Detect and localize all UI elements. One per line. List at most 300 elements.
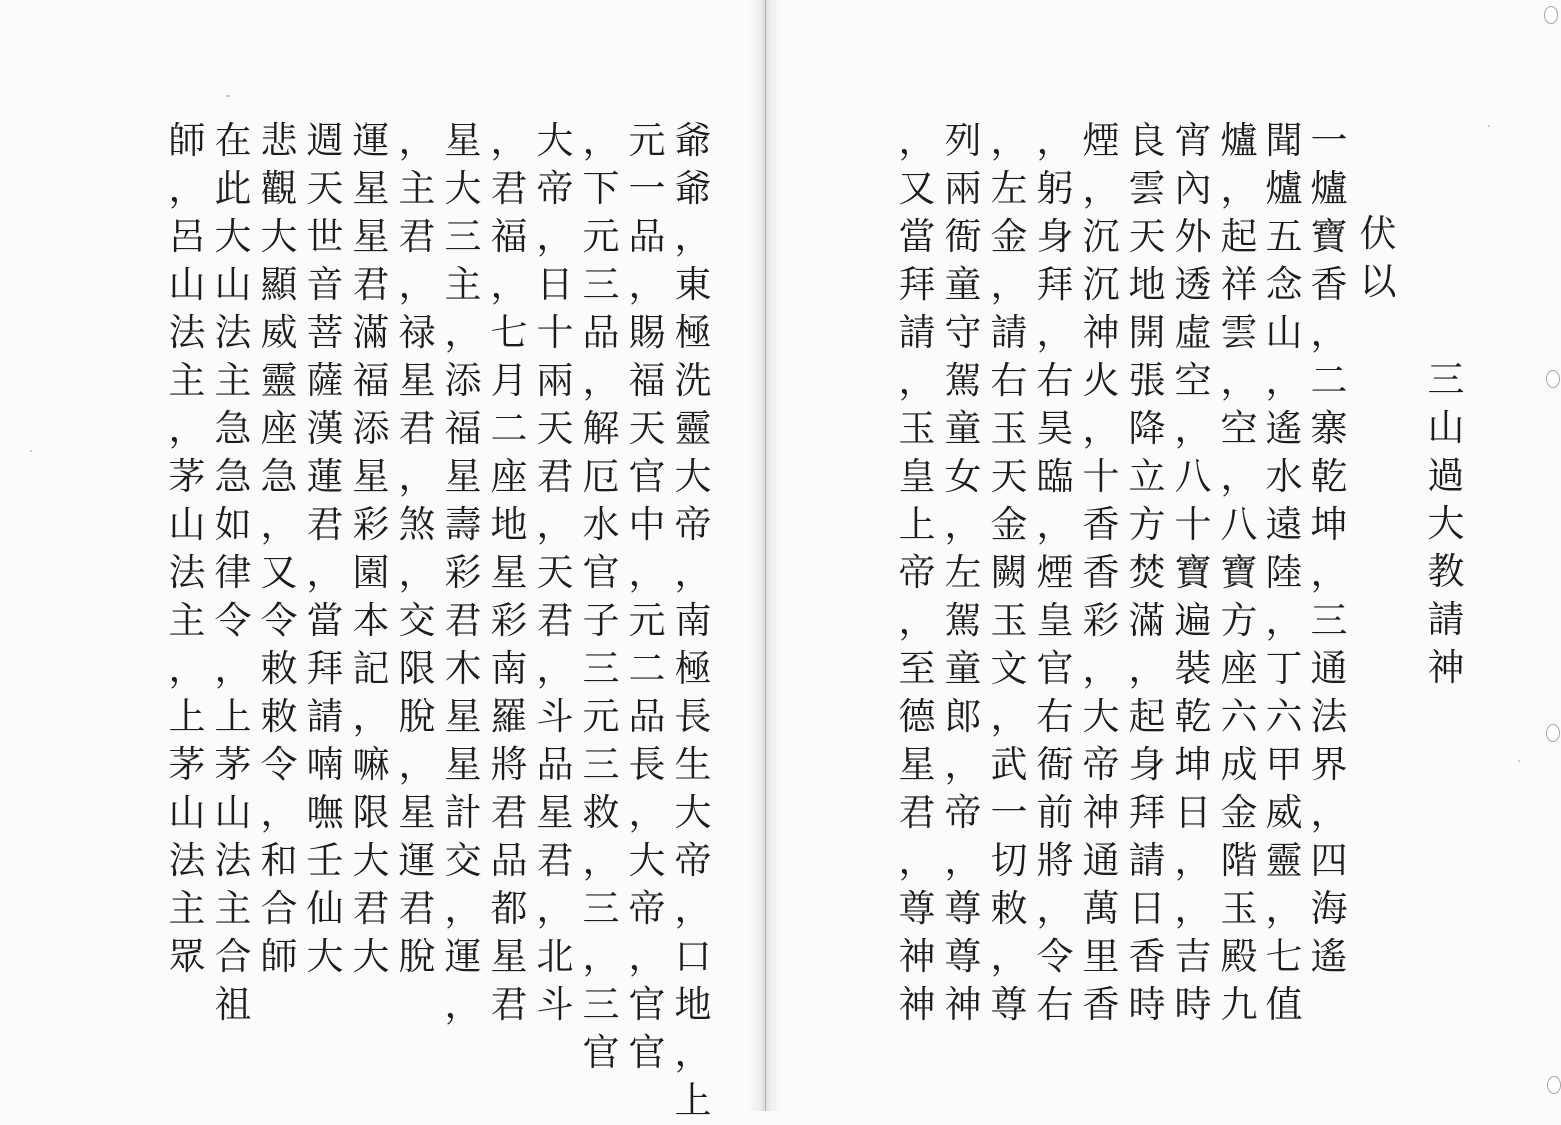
right-glyph: 法 bbox=[1310, 695, 1348, 738]
left-glyph: 星 bbox=[490, 551, 528, 594]
right-glyph: 守 bbox=[944, 311, 982, 354]
right-glyph: 帝 bbox=[898, 551, 936, 594]
right-glyph: 丁 bbox=[1265, 647, 1303, 690]
right-glyph: ， bbox=[1082, 407, 1120, 450]
left-glyph: 主 bbox=[214, 359, 252, 402]
right-glyph: 玉 bbox=[990, 407, 1028, 450]
left-glyph: 令 bbox=[214, 599, 252, 642]
right-glyph: 香 bbox=[1082, 551, 1120, 594]
left-glyph: 禄 bbox=[398, 311, 436, 354]
left-glyph: 大 bbox=[260, 215, 298, 258]
left-glyph: 三 bbox=[582, 263, 620, 306]
right-text-column bbox=[1167, 117, 1219, 1029]
right-text-column bbox=[1075, 117, 1127, 1029]
left-glyph: 主 bbox=[168, 359, 206, 402]
right-glyph: 爐 bbox=[1265, 167, 1303, 210]
right-glyph: 方 bbox=[1220, 599, 1258, 642]
left-glyph: ， bbox=[444, 887, 482, 930]
left-glyph: ， bbox=[490, 263, 528, 306]
right-glyph: 寶 bbox=[1174, 551, 1212, 594]
right-glyph: ， bbox=[1082, 167, 1120, 210]
left-glyph: 日 bbox=[536, 263, 574, 306]
left-glyph: 又 bbox=[260, 551, 298, 594]
right-text-column bbox=[1121, 117, 1173, 1029]
right-glyph: 令 bbox=[1036, 935, 1074, 978]
right-glyph: 君 bbox=[898, 791, 936, 834]
left-glyph: 羅 bbox=[490, 695, 528, 738]
left-glyph: 師 bbox=[168, 119, 206, 162]
left-glyph: 大 bbox=[628, 839, 666, 882]
left-glyph: 呂 bbox=[168, 215, 206, 258]
right-glyph: 寶 bbox=[1220, 551, 1258, 594]
left-glyph: 添 bbox=[444, 359, 482, 402]
left-glyph: 北 bbox=[536, 935, 574, 978]
left-glyph: 二 bbox=[490, 407, 528, 450]
right-glyph: 六 bbox=[1265, 695, 1303, 738]
left-glyph: 大 bbox=[674, 791, 712, 834]
right-glyph: 三 bbox=[1310, 599, 1348, 642]
left-glyph: 敕 bbox=[260, 695, 298, 738]
left-glyph: 君 bbox=[398, 215, 436, 258]
left-glyph: 天 bbox=[306, 167, 344, 210]
right-glyph: ， bbox=[898, 839, 936, 882]
left-glyph: 大 bbox=[536, 119, 574, 162]
left-glyph: 君 bbox=[398, 407, 436, 450]
left-glyph: 添 bbox=[352, 407, 390, 450]
left-glyph: 上 bbox=[674, 1079, 712, 1122]
left-glyph: 元 bbox=[582, 215, 620, 258]
left-glyph: 限 bbox=[352, 791, 390, 834]
left-glyph: 品 bbox=[490, 839, 528, 882]
left-glyph: ， bbox=[674, 551, 712, 594]
right-glyph: 煙 bbox=[1036, 551, 1074, 594]
left-glyph: ， bbox=[398, 263, 436, 306]
right-glyph: 二 bbox=[1310, 359, 1348, 402]
left-glyph: 洗 bbox=[674, 359, 712, 402]
left-glyph: 元 bbox=[582, 695, 620, 738]
right-glyph: 當 bbox=[898, 215, 936, 258]
left-glyph: 南 bbox=[490, 647, 528, 690]
right-glyph: 彩 bbox=[1082, 599, 1120, 642]
right-glyph: 玉 bbox=[1220, 887, 1258, 930]
left-glyph: 運 bbox=[444, 935, 482, 978]
left-glyph: ， bbox=[582, 119, 620, 162]
left-glyph: 薩 bbox=[306, 359, 344, 402]
right-glyph: ， bbox=[1174, 887, 1212, 930]
right-glyph: 乾 bbox=[1310, 455, 1348, 498]
right-glyph: 帝 bbox=[1082, 743, 1120, 786]
left-glyph: 君 bbox=[490, 791, 528, 834]
right-glyph: 空 bbox=[1220, 407, 1258, 450]
left-glyph: 救 bbox=[582, 791, 620, 834]
right-glyph: 神 bbox=[1082, 311, 1120, 354]
left-glyph: 君 bbox=[398, 887, 436, 930]
right-glyph: 拜 bbox=[1036, 263, 1074, 306]
right-glyph: 念 bbox=[1265, 263, 1303, 306]
left-glyph: ， bbox=[536, 647, 574, 690]
left-glyph: ， bbox=[398, 119, 436, 162]
right-glyph: 駕 bbox=[944, 359, 982, 402]
left-glyph: 敕 bbox=[260, 647, 298, 690]
left-glyph: 壬 bbox=[306, 839, 344, 882]
left-glyph: 品 bbox=[536, 743, 574, 786]
right-glyph: 五 bbox=[1265, 215, 1303, 258]
left-glyph: 星 bbox=[490, 935, 528, 978]
right-glyph: ， bbox=[1128, 647, 1166, 690]
right-glyph: 香 bbox=[1128, 935, 1166, 978]
right-glyph: 沉 bbox=[1082, 263, 1120, 306]
left-glyph: 三 bbox=[582, 647, 620, 690]
left-glyph: 帝 bbox=[628, 887, 666, 930]
left-glyph: 座 bbox=[260, 407, 298, 450]
right-glyph: 香 bbox=[1082, 503, 1120, 546]
right-glyph: 兩 bbox=[944, 167, 982, 210]
left-text-column bbox=[253, 117, 305, 981]
left-text-column bbox=[207, 117, 259, 1029]
right-glyph: ， bbox=[1265, 359, 1303, 402]
right-glyph: 遠 bbox=[1265, 503, 1303, 546]
right-glyph: ， bbox=[944, 503, 982, 546]
left-glyph: 大 bbox=[444, 167, 482, 210]
left-glyph: ， bbox=[628, 791, 666, 834]
right-glyph: 萬 bbox=[1082, 887, 1120, 930]
left-glyph: 星 bbox=[352, 215, 390, 258]
left-glyph: 彩 bbox=[444, 551, 482, 594]
left-glyph: 法 bbox=[214, 839, 252, 882]
left-glyph: 爺 bbox=[674, 167, 712, 210]
left-glyph: 法 bbox=[168, 839, 206, 882]
left-glyph: 蓮 bbox=[306, 455, 344, 498]
left-glyph: 都 bbox=[490, 887, 528, 930]
left-glyph: 君 bbox=[352, 263, 390, 306]
right-glyph: 德 bbox=[898, 695, 936, 738]
right-glyph: 尊 bbox=[944, 935, 982, 978]
right-glyph: 六 bbox=[1220, 695, 1258, 738]
right-glyph: 甲 bbox=[1265, 743, 1303, 786]
right-glyph: ， bbox=[1036, 887, 1074, 930]
left-glyph: ， bbox=[674, 215, 712, 258]
right-glyph: 日 bbox=[1174, 791, 1212, 834]
left-glyph: 星 bbox=[444, 743, 482, 786]
left-glyph: 彩 bbox=[352, 503, 390, 546]
right-glyph: 拜 bbox=[1128, 791, 1166, 834]
left-glyph: 眾 bbox=[168, 935, 206, 978]
left-glyph: ， bbox=[398, 551, 436, 594]
left-glyph: 悲 bbox=[260, 119, 298, 162]
left-glyph: 長 bbox=[674, 695, 712, 738]
right-glyph: 開 bbox=[1128, 311, 1166, 354]
left-glyph: 計 bbox=[444, 791, 482, 834]
left-glyph: 極 bbox=[674, 311, 712, 354]
left-glyph: 限 bbox=[398, 647, 436, 690]
right-glyph: 前 bbox=[1036, 791, 1074, 834]
left-glyph: 君 bbox=[352, 887, 390, 930]
right-glyph: 神 bbox=[898, 935, 936, 978]
left-glyph: 厄 bbox=[582, 455, 620, 498]
left-glyph: 福 bbox=[352, 359, 390, 402]
left-glyph: 東 bbox=[674, 263, 712, 306]
right-glyph: 陸 bbox=[1265, 551, 1303, 594]
left-glyph: 下 bbox=[582, 167, 620, 210]
left-glyph: 彩 bbox=[490, 599, 528, 642]
left-glyph: 靈 bbox=[260, 359, 298, 402]
left-glyph: 主 bbox=[168, 887, 206, 930]
right-glyph: 官 bbox=[1036, 647, 1074, 690]
right-glyph: 神 bbox=[1082, 791, 1120, 834]
left-glyph: 兩 bbox=[536, 359, 574, 402]
right-glyph: ， bbox=[1310, 551, 1348, 594]
left-glyph: 觀 bbox=[260, 167, 298, 210]
right-glyph: 又 bbox=[898, 167, 936, 210]
right-glyph: ， bbox=[1220, 455, 1258, 498]
left-glyph: 運 bbox=[398, 839, 436, 882]
right-glyph: 起 bbox=[1220, 215, 1258, 258]
right-glyph: 金 bbox=[990, 503, 1028, 546]
left-glyph: 月 bbox=[490, 359, 528, 402]
right-glyph: 帝 bbox=[944, 791, 982, 834]
left-glyph: 君 bbox=[490, 167, 528, 210]
right-glyph: 至 bbox=[898, 647, 936, 690]
left-glyph: 祖 bbox=[214, 983, 252, 1026]
left-glyph: 急 bbox=[214, 407, 252, 450]
left-glyph: ， bbox=[536, 503, 574, 546]
left-glyph: 君 bbox=[536, 839, 574, 882]
left-glyph: 脫 bbox=[398, 935, 436, 978]
left-glyph: ， bbox=[628, 551, 666, 594]
right-text-column bbox=[891, 117, 943, 1029]
left-glyph: 地 bbox=[674, 983, 712, 1026]
left-glyph: 星 bbox=[398, 359, 436, 402]
left-glyph: 拜 bbox=[306, 647, 344, 690]
right-glyph: 請 bbox=[990, 311, 1028, 354]
right-glyph: 四 bbox=[1310, 839, 1348, 882]
fold-line bbox=[765, 0, 766, 1111]
left-glyph: 長 bbox=[628, 743, 666, 786]
right-glyph: 九 bbox=[1220, 983, 1258, 1026]
left-text-column bbox=[529, 117, 581, 1029]
right-glyph: 皇 bbox=[898, 455, 936, 498]
left-text-column bbox=[161, 117, 213, 981]
left-glyph: 口 bbox=[674, 935, 712, 978]
right-glyph: 裝 bbox=[1174, 647, 1212, 690]
right-glyph: ， bbox=[898, 599, 936, 642]
left-glyph: 令 bbox=[260, 599, 298, 642]
left-text-column bbox=[299, 117, 351, 981]
left-text-column bbox=[667, 117, 719, 1125]
right-glyph: 爐 bbox=[1310, 167, 1348, 210]
left-glyph: 三 bbox=[582, 887, 620, 930]
left-glyph: 如 bbox=[214, 503, 252, 546]
right-text-column bbox=[1213, 117, 1265, 1029]
right-glyph: ， bbox=[1265, 887, 1303, 930]
right-glyph: 右 bbox=[1036, 983, 1074, 1026]
right-glyph: 右 bbox=[990, 359, 1028, 402]
right-glyph: 十 bbox=[1174, 503, 1212, 546]
left-glyph: 斗 bbox=[536, 695, 574, 738]
right-glyph: 透 bbox=[1174, 263, 1212, 306]
right-text-column bbox=[1029, 117, 1081, 1029]
right-glyph: ， bbox=[1265, 599, 1303, 642]
left-glyph: 合 bbox=[260, 887, 298, 930]
left-glyph: 靈 bbox=[674, 407, 712, 450]
left-glyph: ， bbox=[674, 887, 712, 930]
left-glyph: 帝 bbox=[536, 167, 574, 210]
left-glyph: 星 bbox=[352, 455, 390, 498]
left-glyph: 子 bbox=[582, 599, 620, 642]
left-glyph: 君 bbox=[444, 599, 482, 642]
right-glyph: 文 bbox=[990, 647, 1028, 690]
right-glyph: 敕 bbox=[990, 887, 1028, 930]
left-glyph: 水 bbox=[582, 503, 620, 546]
title-glyph: 過 bbox=[1427, 454, 1465, 497]
left-glyph: 上 bbox=[214, 695, 252, 738]
right-glyph: 尊 bbox=[944, 887, 982, 930]
right-glyph: 坤 bbox=[1310, 503, 1348, 546]
right-glyph: 成 bbox=[1220, 743, 1258, 786]
left-glyph: 星 bbox=[536, 791, 574, 834]
left-glyph: 律 bbox=[214, 551, 252, 594]
left-text-column bbox=[345, 117, 397, 981]
right-glyph: 張 bbox=[1128, 359, 1166, 402]
left-glyph: ， bbox=[582, 359, 620, 402]
right-glyph: 一 bbox=[1310, 119, 1348, 162]
left-glyph: 解 bbox=[582, 407, 620, 450]
left-glyph: 當 bbox=[306, 599, 344, 642]
right-glyph: 階 bbox=[1220, 839, 1258, 882]
left-glyph: 天 bbox=[536, 551, 574, 594]
left-glyph: 主 bbox=[214, 887, 252, 930]
left-glyph: ， bbox=[352, 695, 390, 738]
paper-speck bbox=[30, 450, 32, 452]
left-glyph: 星 bbox=[444, 119, 482, 162]
right-glyph: ， bbox=[1310, 791, 1348, 834]
right-glyph: 身 bbox=[1128, 743, 1166, 786]
left-glyph: 嘸 bbox=[306, 791, 344, 834]
left-glyph: ， bbox=[444, 311, 482, 354]
paper-speck bbox=[1518, 760, 1520, 762]
right-glyph: 雲 bbox=[1128, 167, 1166, 210]
right-glyph: 武 bbox=[990, 743, 1028, 786]
binding-hole bbox=[1547, 1076, 1561, 1094]
right-glyph: ， bbox=[1174, 407, 1212, 450]
title-column bbox=[1420, 356, 1472, 692]
left-glyph: 運 bbox=[352, 119, 390, 162]
left-glyph: 星 bbox=[444, 695, 482, 738]
left-glyph: 園 bbox=[352, 551, 390, 594]
left-glyph: ， bbox=[674, 1031, 712, 1074]
right-glyph: 香 bbox=[1310, 263, 1348, 306]
right-glyph: 玉 bbox=[898, 407, 936, 450]
right-glyph: 空 bbox=[1174, 359, 1212, 402]
left-text-column bbox=[437, 117, 489, 1029]
right-glyph: 火 bbox=[1082, 359, 1120, 402]
right-glyph: ， bbox=[990, 695, 1028, 738]
left-glyph: 此 bbox=[214, 167, 252, 210]
left-glyph: 急 bbox=[260, 455, 298, 498]
left-glyph: ， bbox=[306, 551, 344, 594]
left-glyph: 煞 bbox=[398, 503, 436, 546]
binding-hole bbox=[1546, 724, 1560, 742]
title-glyph: 神 bbox=[1427, 646, 1465, 689]
left-glyph: 音 bbox=[306, 263, 344, 306]
right-glyph: 童 bbox=[944, 647, 982, 690]
right-glyph: 殿 bbox=[1220, 935, 1258, 978]
right-glyph: 雲 bbox=[1220, 311, 1258, 354]
intro-glyph: 以 bbox=[1359, 260, 1397, 303]
right-glyph: 女 bbox=[944, 455, 982, 498]
right-glyph: 臨 bbox=[1036, 455, 1074, 498]
left-glyph: 顯 bbox=[260, 263, 298, 306]
left-glyph: ， bbox=[168, 167, 206, 210]
left-glyph: 將 bbox=[490, 743, 528, 786]
right-glyph: 宵 bbox=[1174, 119, 1212, 162]
right-glyph: 聞 bbox=[1265, 119, 1303, 162]
left-glyph: 三 bbox=[444, 215, 482, 258]
left-glyph: 南 bbox=[674, 599, 712, 642]
right-glyph: 坤 bbox=[1174, 743, 1212, 786]
right-glyph: 降 bbox=[1128, 407, 1166, 450]
right-glyph: 起 bbox=[1128, 695, 1166, 738]
right-glyph: ， bbox=[898, 359, 936, 402]
right-glyph: ， bbox=[1174, 839, 1212, 882]
right-glyph: ， bbox=[990, 119, 1028, 162]
right-glyph: 八 bbox=[1220, 503, 1258, 546]
left-glyph: 山 bbox=[168, 791, 206, 834]
right-glyph: 乾 bbox=[1174, 695, 1212, 738]
left-glyph: 十 bbox=[536, 311, 574, 354]
right-glyph: 八 bbox=[1174, 455, 1212, 498]
left-glyph: ， bbox=[536, 215, 574, 258]
right-glyph: 駕 bbox=[944, 599, 982, 642]
left-glyph: 七 bbox=[490, 311, 528, 354]
right-glyph: 將 bbox=[1036, 839, 1074, 882]
paper-speck bbox=[226, 95, 230, 97]
left-glyph: 官 bbox=[628, 455, 666, 498]
right-glyph: 靈 bbox=[1265, 839, 1303, 882]
right-glyph: 方 bbox=[1128, 503, 1166, 546]
left-glyph: 木 bbox=[444, 647, 482, 690]
left-glyph: 脫 bbox=[398, 695, 436, 738]
right-glyph: 界 bbox=[1310, 743, 1348, 786]
left-text-column bbox=[575, 117, 627, 1077]
right-glyph: 左 bbox=[990, 167, 1028, 210]
left-glyph: 品 bbox=[582, 311, 620, 354]
left-glyph: ， bbox=[582, 935, 620, 978]
left-glyph: 茅 bbox=[168, 743, 206, 786]
right-glyph: 尊 bbox=[898, 887, 936, 930]
left-glyph: 山 bbox=[214, 263, 252, 306]
title-glyph: 大 bbox=[1427, 502, 1465, 545]
left-glyph: 法 bbox=[214, 311, 252, 354]
right-glyph: 山 bbox=[1265, 311, 1303, 354]
left-glyph: 和 bbox=[260, 839, 298, 882]
right-glyph: 闕 bbox=[990, 551, 1028, 594]
left-glyph: 官 bbox=[582, 551, 620, 594]
left-glyph: 官 bbox=[628, 1031, 666, 1074]
right-glyph: 右 bbox=[1036, 359, 1074, 402]
left-glyph: ， bbox=[536, 887, 574, 930]
right-glyph: 金 bbox=[1220, 791, 1258, 834]
left-glyph: 法 bbox=[168, 311, 206, 354]
left-glyph: ， bbox=[168, 407, 206, 450]
left-glyph: 法 bbox=[168, 551, 206, 594]
right-glyph: 香 bbox=[1082, 983, 1120, 1026]
right-glyph: 皇 bbox=[1036, 599, 1074, 642]
right-glyph: ， bbox=[944, 743, 982, 786]
right-glyph: 通 bbox=[1082, 839, 1120, 882]
right-glyph: 星 bbox=[898, 743, 936, 786]
left-glyph: 官 bbox=[628, 983, 666, 1026]
